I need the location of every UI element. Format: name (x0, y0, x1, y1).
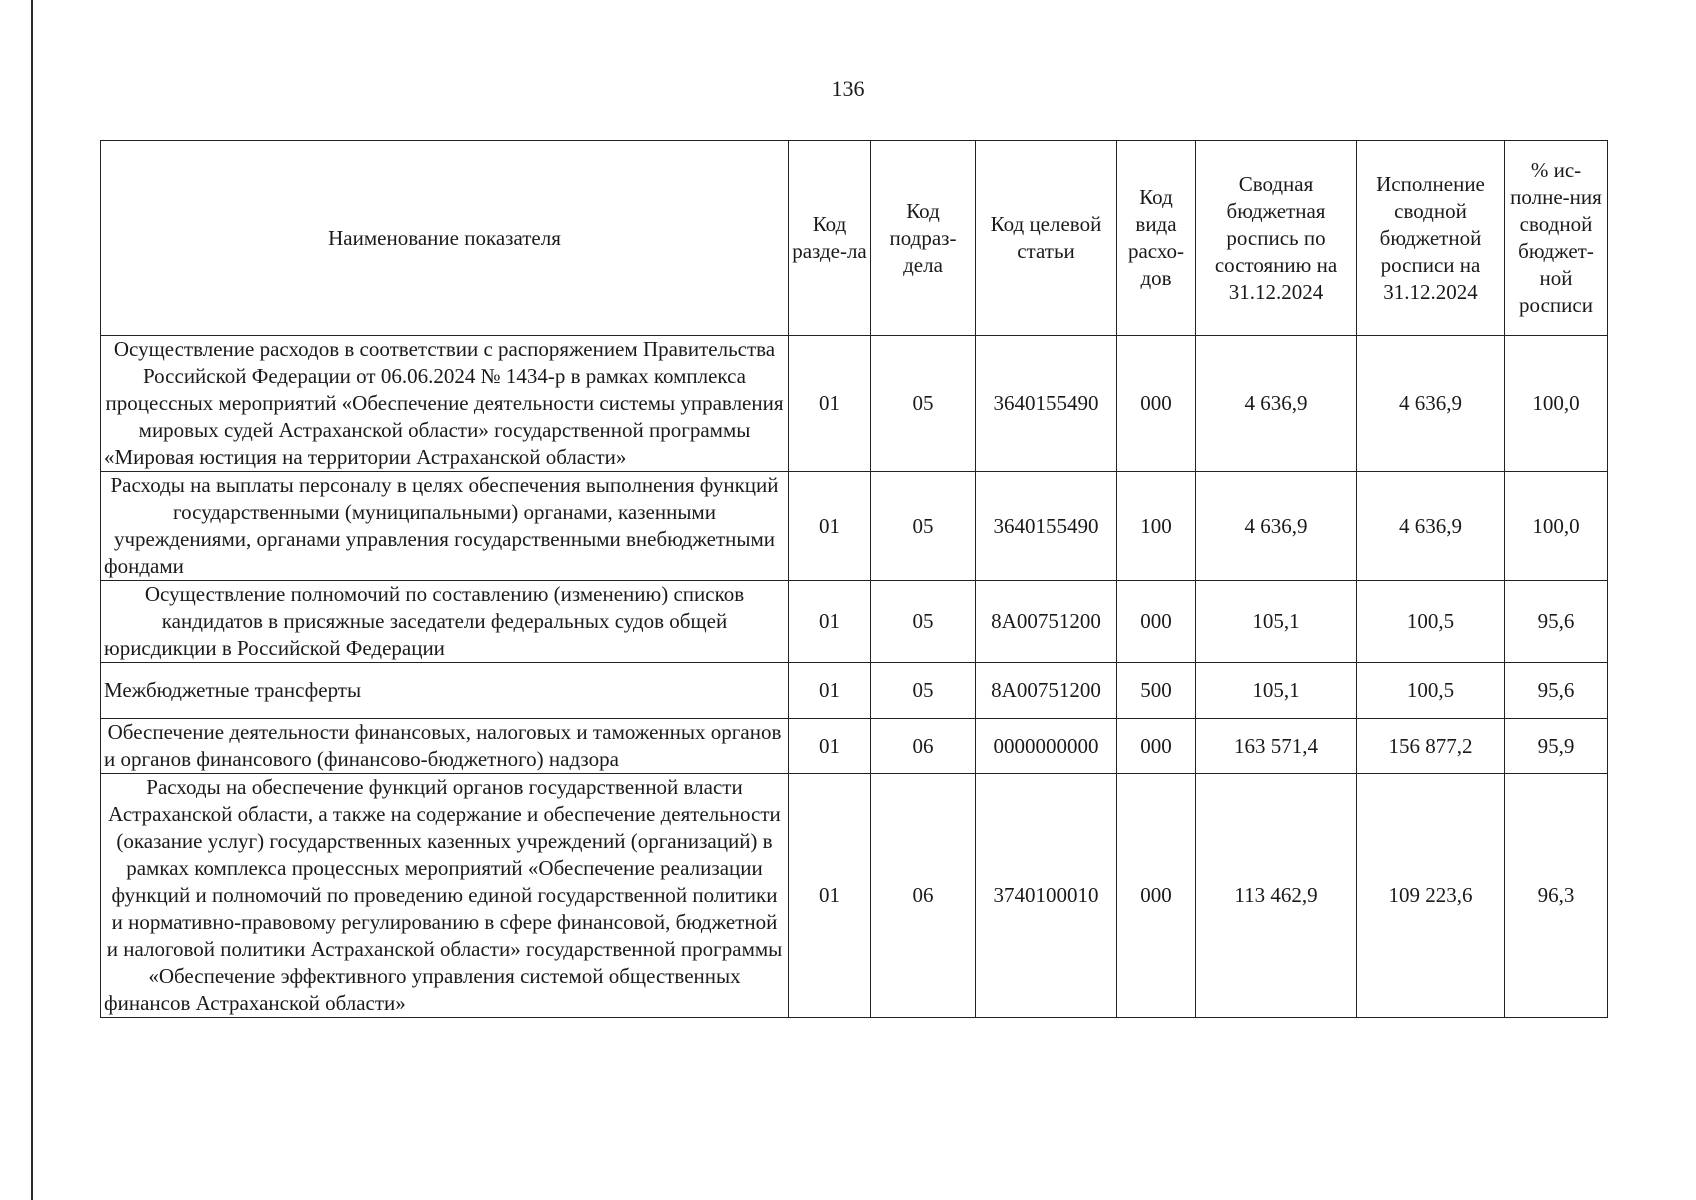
row-pct: 95,6 (1505, 663, 1608, 719)
row-section: 01 (789, 472, 871, 581)
row-plan: 4 636,9 (1196, 336, 1357, 472)
row-exec: 109 223,6 (1357, 774, 1505, 1018)
row-section: 01 (789, 663, 871, 719)
row-target: 3640155490 (976, 336, 1117, 472)
table-row (101, 663, 1608, 719)
row-name: Межбюджетные трансферты (101, 663, 789, 719)
header-name: Наименование показателя (101, 141, 789, 336)
row-target: 3740100010 (976, 774, 1117, 1018)
row-subsection: 05 (871, 472, 976, 581)
row-name: Осуществление расходов в соответствии с распоряжением Правительства Российской Федерации от 06.06.2024 № 1434-р в рамках комплекса процессных мероприятий «Обеспечение деятельности системы управления мировых судей Астраханской области» государственной программы «Мировая юстиция на территории Астраханской области» (101, 336, 789, 472)
row-exec: 100,5 (1357, 663, 1505, 719)
row-target: 8А00751200 (976, 581, 1117, 663)
row-plan: 105,1 (1196, 663, 1357, 719)
row-type: 000 (1117, 719, 1196, 774)
row-target: 0000000000 (976, 719, 1117, 774)
binding-edge-line (31, 0, 33, 1200)
row-plan: 113 462,9 (1196, 774, 1357, 1018)
row-name: Расходы на обеспечение функций органов государственной власти Астраханской области, а также на содержание и обеспечение деятельности (оказание услуг) государственных казенных учреждений (организаций) в рамках комплекса процессных мероприятий «Обеспечение реализации функций и полномочий по проведению единой государственной политики и нормативно-правовому регулированию в сфере финансовой, бюджетной и налоговой политики Астраханской области» государственной программы «Обеспечение эффективного управления системой общественных финансов Астраханской области» (101, 774, 789, 1018)
row-section: 01 (789, 581, 871, 663)
row-pct: 100,0 (1505, 336, 1608, 472)
row-exec: 4 636,9 (1357, 472, 1505, 581)
header-execution-percent: % ис-полне-ния сводной бюджет-ной росписи (1505, 141, 1608, 336)
header-execution: Исполнение сводной бюджетной росписи на 31.12.2024 (1357, 141, 1505, 336)
row-pct: 100,0 (1505, 472, 1608, 581)
row-subsection: 05 (871, 581, 976, 663)
row-section: 01 (789, 719, 871, 774)
row-type: 000 (1117, 774, 1196, 1018)
header-section-code: Код разде-ла (789, 141, 871, 336)
row-plan: 4 636,9 (1196, 472, 1357, 581)
row-name: Обеспечение деятельности финансовых, налоговых и таможенных органов и органов финансового (финансово-бюджетного) надзора (101, 719, 789, 774)
table-row (101, 581, 1608, 663)
row-subsection: 06 (871, 719, 976, 774)
row-exec: 4 636,9 (1357, 336, 1505, 472)
table-header-row (101, 141, 1608, 336)
table-row (101, 719, 1608, 774)
row-type: 100 (1117, 472, 1196, 581)
row-exec: 156 877,2 (1357, 719, 1505, 774)
header-target-item-code: Код целевой статьи (976, 141, 1117, 336)
row-name: Расходы на выплаты персоналу в целях обеспечения выполнения функций государственными (муниципальными) органами, казенными учреждениями, органами управления государственными внебюджетными фондами (101, 472, 789, 581)
header-consolidated-budget: Сводная бюджетная роспись по состоянию на 31.12.2024 (1196, 141, 1357, 336)
row-plan: 105,1 (1196, 581, 1357, 663)
budget-execution-table (100, 140, 1608, 1018)
table-row (101, 336, 1608, 472)
row-pct: 95,6 (1505, 581, 1608, 663)
row-target: 8А00751200 (976, 663, 1117, 719)
header-expense-type-code: Код вида расхо-дов (1117, 141, 1196, 336)
row-plan: 163 571,4 (1196, 719, 1357, 774)
row-section: 01 (789, 774, 871, 1018)
row-subsection: 05 (871, 663, 976, 719)
row-exec: 100,5 (1357, 581, 1505, 663)
table-row (101, 774, 1608, 1018)
row-pct: 95,9 (1505, 719, 1608, 774)
row-type: 000 (1117, 581, 1196, 663)
header-subsection-code: Код подраз-дела (871, 141, 976, 336)
page-number: 136 (831, 76, 865, 101)
row-name: Осуществление полномочий по составлению (изменению) списков кандидатов в присяжные заседатели федеральных судов общей юрисдикции в Российской Федерации (101, 581, 789, 663)
row-subsection: 05 (871, 336, 976, 472)
table-row (101, 472, 1608, 581)
row-section: 01 (789, 336, 871, 472)
row-type: 000 (1117, 336, 1196, 472)
row-subsection: 06 (871, 774, 976, 1018)
row-type: 500 (1117, 663, 1196, 719)
row-target: 3640155490 (976, 472, 1117, 581)
row-pct: 96,3 (1505, 774, 1608, 1018)
